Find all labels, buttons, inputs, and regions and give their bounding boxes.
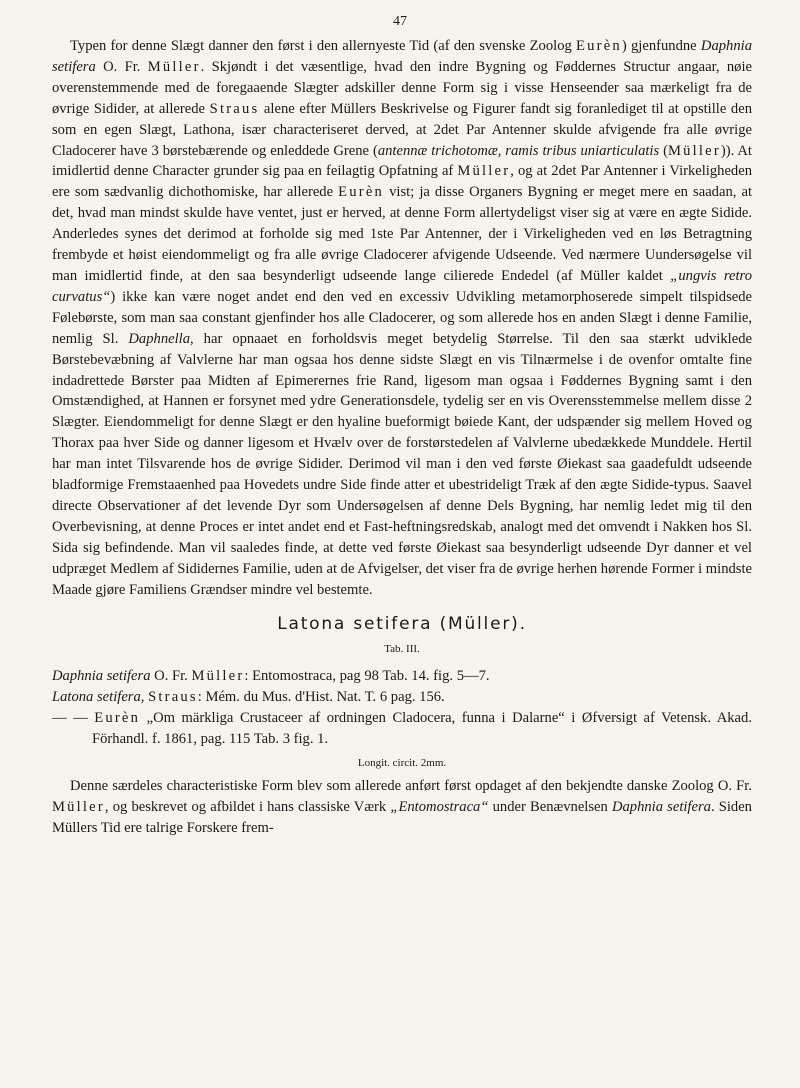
text-run: Typen for denne Slægt danner den først i den allernyeste Tid (af den svenske Zoolog: [70, 38, 577, 54]
paragraph-lathona-description: [52, 36, 752, 600]
text-run: , har opnaaet en forholdsvis meget betydelig Størrelse. Til den saa stærkt udviklede Børstebevæbning af Valvlerne har man ogsaa hos denne sidste Slægt en vis Tilnærmelse i de ovenfor omtalte fine indadrettede Børster paa Midten af Epimerernes frie Rand, ligesom man ogsaa i Føddernes Bygning samt i den Omstændighed, at Hannen er forsynet med ydre Generationsdele, tydelig ser en vis Overensstemmelse mellem disse 2 Slægter. Eiendommeligt for denne Slægt er den hyaline bueformigt bøiede Kant, der udspænder sig mellem Hoved og Thorax paa hver Side og danner ligesom et Hvælv over de forstørstedelen af Valvlerne ubedækkede Munddele. Hertil har man intet Tilsvarende hos de øvrige Sidider. Derimod vil man i den ved første Øiekast saa gaadefuldt udseende bladformige Fremstaaenhed paa Hovedets undre Side finde atter et ubestrideligt Træk af den ægte Sidide-typus. Saavel directe Observationer af det levende Dyr som Undersøgelsen af denne Dels Bygning, har nemlig ledet mig til den Overbevisning, at denne Proces er intet andet end et Fast-heftningsredskab, analogt med det omvendt i Nakken hos Sl. Sida sig befindende. Man vil saaledes finde, at dette ved første Øiekast saa besynderligt udseende Dyr danner et vel udpræget Medlem af Sididernes Familie, uden at de Afvigelser, det viser fra de øvrige herhen hørende Former i mindste Maade gjøre Familiens Grændser mindre vel bestemte.: [52, 330, 752, 598]
text-run: Denne særdeles characteristiske Form blev som allerede anført først opdaget af den bekjendte danske Zoolog O. Fr.: [70, 777, 752, 794]
heading-genus: Latona: [277, 614, 347, 635]
species-name: Daphnia setifera: [611, 798, 711, 815]
paragraph-history: [52, 776, 752, 839]
body-text: [52, 36, 752, 839]
text-run: . Siden Müllers Tid ere talrige Forskere frem-: [52, 798, 752, 836]
author-name: Eurèn: [94, 710, 141, 727]
text-run: alene efter Müllers Beskrivelse og Figurer fandt sig foranlediget til at opstille den som en egen Slægt, Lathona, især characteriseret derved, at 2det Par Antenner skulde afvigende fra alle øvrige Cladocerer have 3 børstebærende og enleddede Grene (: [52, 100, 752, 159]
latin-phrase: antennæ trichotomæ, ramis tribus uniarticulatis: [377, 142, 660, 159]
text-run: )). At imidlertid denne Character grunder sig paa en feilagtig Opfatning af: [52, 142, 752, 180]
synonymy-entry: [52, 687, 752, 708]
latin-phrase: „ungvis retro curvatus“: [52, 267, 752, 305]
text-run: ) ikke kan være noget andet end den ved en excessiv Udvikling metamorphoserede simpelt tilspidsede Følebørste, som man saa constant gjenfinder hos alle Cladocerer, og som allerede hos en anden Slægt i denne Familie, nemlig Sl.: [52, 288, 752, 347]
text-run: ) gjenfundne: [621, 38, 701, 54]
citation-text: : Mém. du Mus. d'Hist. Nat. T. 6 pag. 156.: [197, 689, 445, 706]
author-name: Müller: [52, 798, 105, 815]
page-number: 47: [393, 14, 407, 29]
synonymy-list: [52, 666, 752, 750]
text-run: O. Fr.: [95, 58, 148, 75]
synonymy-entry: [52, 708, 752, 750]
text-run: (: [659, 142, 668, 159]
text-run: , og beskrevet og afbildet i hans classiske Værk: [104, 798, 391, 815]
author-name: Straus: [148, 689, 198, 706]
text-run: O. Fr.: [150, 668, 192, 685]
author-name: Müller: [191, 668, 245, 685]
author-name: Müller: [147, 58, 201, 75]
synonym-name: Latona setifera: [52, 689, 141, 706]
text-run: . Skjøndt i det væsentlige, hvad den indre Bygning og Føddernes Structur angaar, nøie overenstemmende med de foregaaende Slægter adskiller denne Form sig i visse Henseender saa mærkeligt fra de øvrige Sidider, at allerede: [52, 58, 752, 117]
citation-text: „Om märkliga Crustaceer af ordningen Cladocera, funna i Dalarne“ i Øfversigt af Vetensk. Akad. Förhandl. f. 1861, pag. 115 Tab. 3 fig. 1.: [92, 710, 752, 747]
work-title: „Entomostraca“: [390, 798, 489, 815]
synonym-name: Daphnia setifera: [52, 668, 151, 685]
heading-author: (Müller).: [439, 614, 527, 635]
ditto-mark: — —: [52, 710, 88, 727]
text-run: under Benævnelsen: [488, 798, 612, 815]
author-name: Straus: [209, 100, 260, 117]
length-note: Longit. circit. 2mm.: [357, 756, 447, 769]
author-name: Eurèn: [338, 184, 385, 201]
text-run: ,: [140, 689, 149, 706]
author-name: Müller: [667, 142, 721, 159]
species-heading: [52, 614, 752, 635]
synonymy-entry: [52, 666, 752, 687]
text-run: , og at 2det Par Antenner i Virkeligheden ere som sædvanlig dichothomiske, har allerede: [52, 163, 753, 201]
citation-text: : Entomostraca, pag 98 Tab. 14. fig. 5—7.: [244, 668, 490, 685]
author-name: Müller: [457, 163, 511, 180]
plate-reference: Tab. III.: [384, 643, 420, 656]
genus-name: Daphnella: [128, 330, 191, 347]
heading-species: setifera: [353, 614, 433, 635]
author-name: Eurèn: [576, 38, 622, 54]
species-name: Daphnia setifera: [52, 38, 752, 75]
text-run: vist; ja disse Organers Bygning er meget mere en saadan, at det, hvad man mindst skulde have ventet, just er herved, at denne Form allertydeligst viser sig at være en ægte Sidide. Anderledes synes det derimod at forholde sig med 1ste Par Antenner, der i Virkeligheden ved en løs Betragtning frembyde et høist eiendommeligt og fra alle øvrige Cladocerer afvigende Udseende. Ved nærmere Uundersøgelse vil man imidlertid finde, at den saa besynderligt udseende lange cilierede Endedel (af Müller kaldet: [52, 184, 753, 284]
